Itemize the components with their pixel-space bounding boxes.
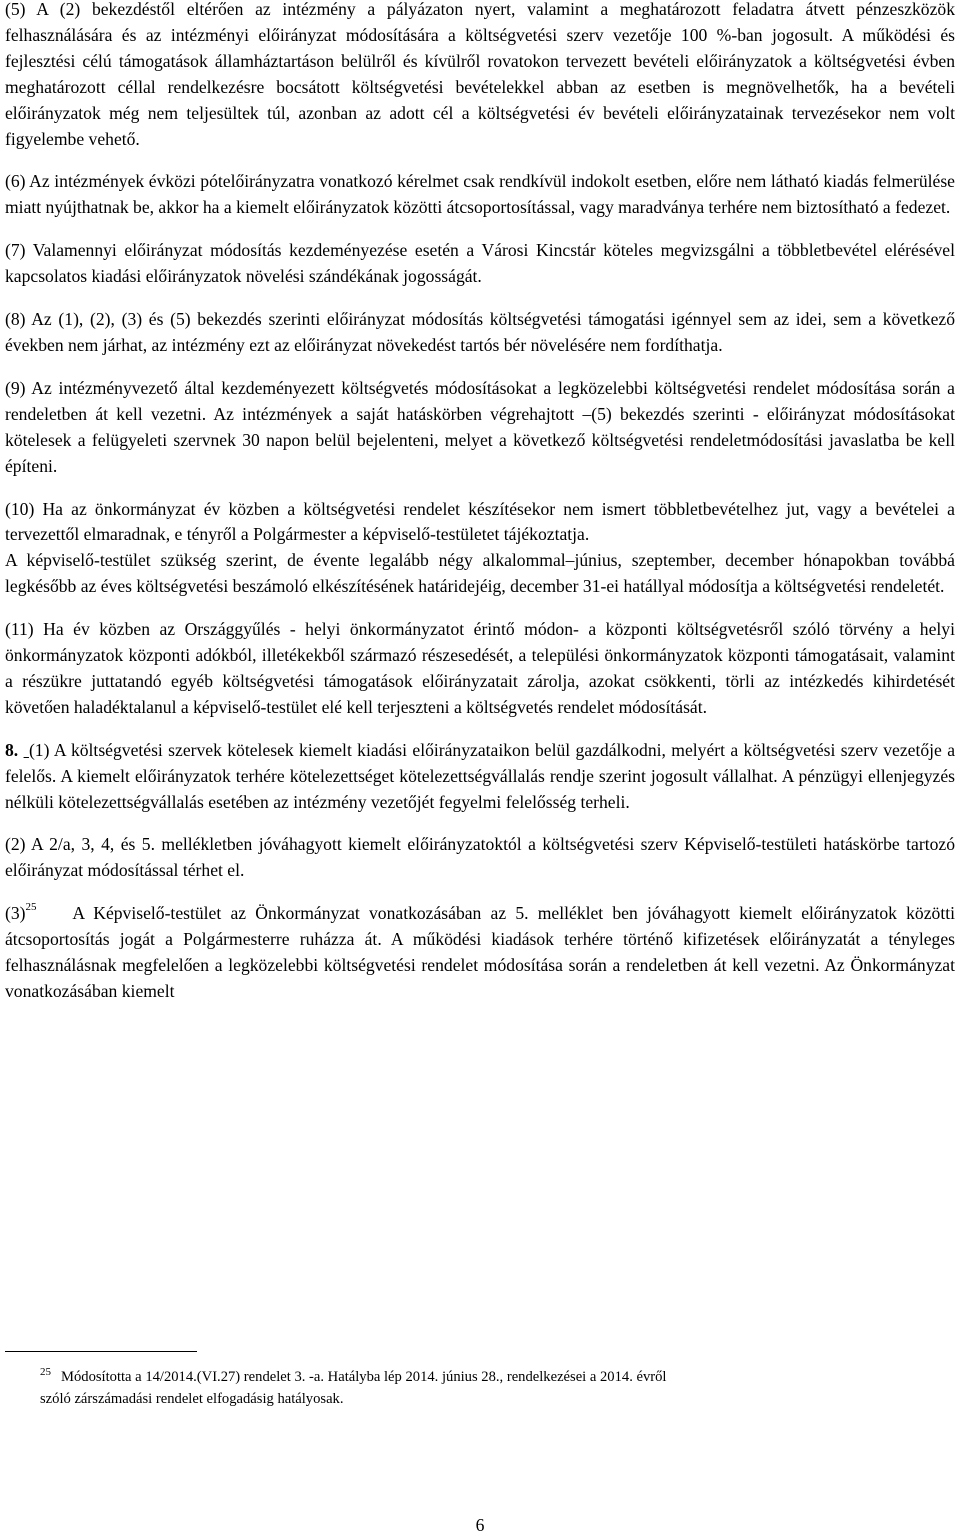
section-8-paragraph-1-text: (1) A költségvetési szervek kötelesek kiemelt kiadási előirányzataikon belül gazdálkodni, melyért a költségvetési szerv vezetője a felelős. A kiemelt előirányzatok terhére kötelezettséget kötelezettségvállalás rendje szerint jogosult vállalhat. A pénzügyi ellenjegyzés nélküli kötelezettségvállalás esetében az intézmény vezetőjét fegyelmi felelősség terheli. [5, 739, 956, 812]
footnote-reference[interactable]: 25 [25, 901, 37, 914]
paragraph-5: (5) A (2) bekezdéstől eltérően az intézmény a pályázaton nyert, valamint a meghatározott feladatra átvett pénzeszközök felhasználására és az intézményi előirányzat módosítására a költségvetési szerv vezetője 100 %-ban jogosult. A működési és fejlesztési célú támogatások államháztartáson belülről és kívülről rovatokon tervezett bevételi előirányzatok a költségvetési évben meghatározott céllal rendelkezésre bocsátott költségvetési bevételekkel abban az esetben is megnövelhetők, ha a bevételi előirányzatok még nem teljesültek túl, azonban az adott cél a költségvetési év bevételi előirányzatainak tervezésekor nem volt figyelembe vehető. [5, 0, 955, 149]
page-number: 6 [475, 1515, 485, 1535]
footnote-separator [5, 1351, 197, 1352]
paragraph-6: (6) Az intézmények évközi pótelőirányzatra vonatkozó kérelmet csak rendkívül indokolt esetben, előre nem látható kiadás felmerülése miatt nyújthatnak be, akkor ha a kiemelt előirányzatok közötti átcsoportosítással, vagy maradványa terhére nem biztosítható a fedezet. [5, 171, 955, 218]
paragraph-9: (9) Az intézményvezető által kezdeményezett költségvetés módosításokat a legközelebbi költségvetési rendelet módosítása során a rendeletben át kell vezetni. Az intézmények a saját hatáskörben végrehajtott –(5) bekezdés szerinti - előirányzat módosításokat kötelesek a felügyeleti szervnek 30 napon belül bejelenteni, melyet a következő költségvetési rendeletmódosítási javaslatba be kell építeni. [5, 377, 955, 476]
paragraph-11: (11) Ha év közben az Országgyűlés - helyi önkormányzatot érintő módon- a központi költségvetésről szóló törvény a helyi önkormányzatok központi adókból, illetékekből származó részesedését, a települési önkormányzatok központi támogatásait, valamint a részükre juttatandó egyéb költségvetési támogatások előirányzatait zárolja, azokat csökkenti, törli az intézkedés kihirdetését követően haladéktalanul a képviselő-testület elé kell terjeszteni a költségvetés rendelet módosítását. [5, 619, 955, 717]
footnote-number: 25 [40, 1366, 51, 1378]
section-8-paragraph-3-prefix: (3) [5, 903, 26, 924]
paragraph-7: (7) Valamennyi előirányzat módosítás kezdeményezése esetén a Városi Kincstár köteles megvizsgálni a többletbevétel elérésével kapcsolatos kiadási előirányzatok növelési szándékának jogosságát. [5, 240, 955, 287]
section-8-number: 8. [5, 739, 19, 760]
section-8-paragraph-3 [5, 901, 955, 1005]
paragraph-10-part-1: (10) Ha az önkormányzat év közben a költségvetési rendelet készítésekor nem ismert többletbevételhez jut, vagy a bevételei a tervezettől elmaradnak, e tényről a Polgármester a képviselő-testületet tájékoztatja. [5, 498, 955, 545]
footnote-text-line-1: Módosította a 14/2014.(VI.27) rendelet 3. -a. Hatályba lép 2014. június 28., rendelkezései a 2014. évről [61, 1369, 667, 1385]
footnote [5, 1367, 955, 1410]
document-body [5, 0, 955, 1005]
footnote-text-line-2: szóló zárszámadási rendelet elfogadásig hatályosak. [40, 1391, 344, 1407]
paragraph-10-part-2: A képviselő-testület szükség szerint, de évente legalább négy alkalommal–június, szeptember, december hónapokban továbbá legkésőbb az éves költségvetési beszámoló elkészítésének határidejéig, december 31-ei hatállyal módosítja a költségvetési rendeletét. [5, 550, 955, 597]
section-8-paragraph-3-text: A Képviselő-testület az Önkormányzat vonatkozásában az 5. melléklet ben jóváhagyott kiemelt előirányzatok közötti átcsoportosítás jogát a Polgármesterre ruházza át. A működési kiadások terhére történő kifizetések előirányzatát a tényleges felhasználásnak megfelelően a legközelebbi költségvetési rendelet módosítása során a rendeletben át kell vezetni. Az Önkormányzat vonatkozásában kiemelt [5, 903, 955, 1001]
section-8-paragraph-1 [5, 738, 955, 816]
paragraph-8: (8) Az (1), (2), (3) és (5) bekezdés szerinti előirányzat módosítás költségvetési támogatási igénnyel sem az idei, sem a következő években nem járhat, az intézmény ezt az előirányzat növekedést tartós bér növelésére nem fordíthatja. [5, 309, 955, 355]
section-8-paragraph-2: (2) A 2/a, 3, 4, és 5. mellékletben jóváhagyott kiemelt előirányzatoktól a költségvetési szerv Képviselő-testületi hatáskörbe tartozó előirányzat módosítással térhet el. [5, 834, 955, 881]
